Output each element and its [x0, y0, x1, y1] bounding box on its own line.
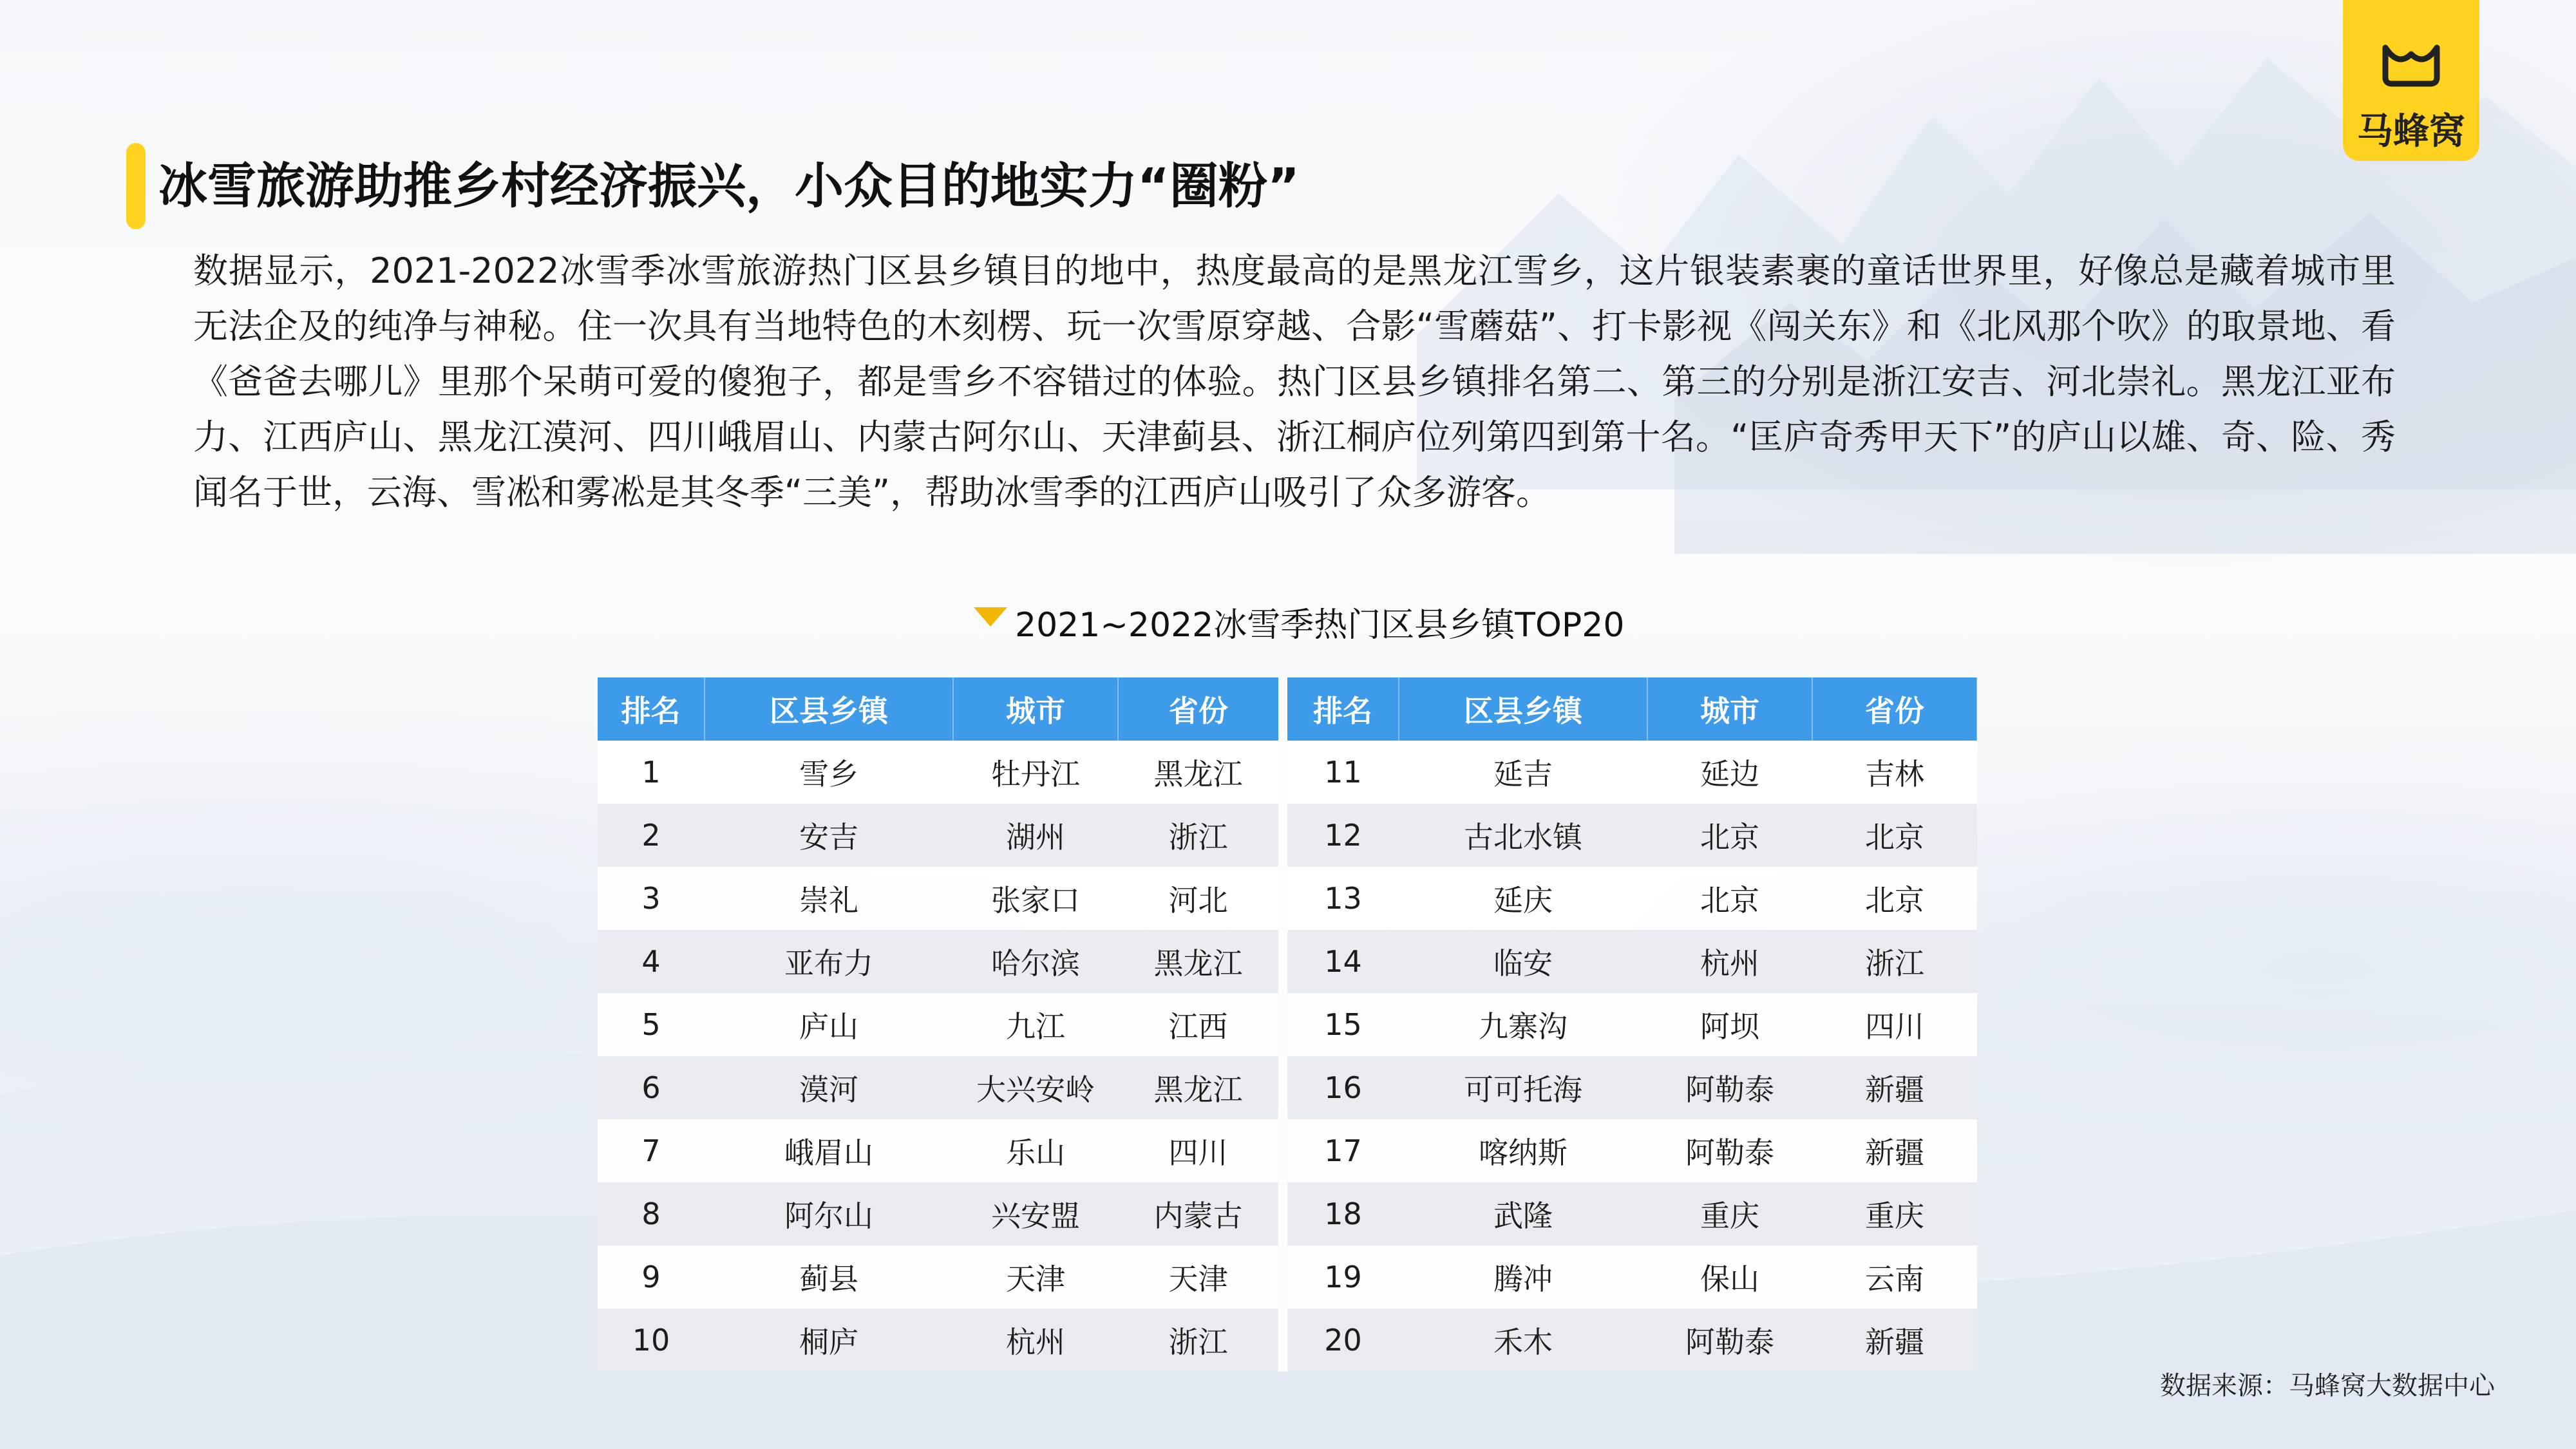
- table-cell: 浙江: [1118, 804, 1283, 867]
- table-cell: 张家口: [953, 867, 1118, 930]
- table-row: [598, 741, 1977, 804]
- table-cell: 延庆: [1399, 867, 1647, 930]
- logo-text: 马蜂窝: [2357, 111, 2465, 153]
- table-cell: 黑龙江: [1118, 741, 1283, 804]
- table-cell: 牡丹江: [953, 741, 1118, 804]
- table-cell: 桐庐: [705, 1309, 953, 1372]
- table-cell: 9: [598, 1245, 705, 1309]
- table-title: [974, 599, 1624, 644]
- table-cell: 临安: [1399, 930, 1647, 993]
- table-cell: 延吉: [1399, 741, 1647, 804]
- table-cell: 禾木: [1399, 1309, 1647, 1372]
- table-cell: 1: [598, 741, 705, 804]
- header-district: 区县乡镇: [705, 677, 953, 741]
- data-source-note: 数据来源：马蜂窝大数据中心: [2160, 1371, 2495, 1401]
- table-cell: 喀纳斯: [1399, 1119, 1647, 1182]
- ranking-table: [598, 677, 1978, 1372]
- table-cell: 九江: [953, 993, 1118, 1056]
- table-cell: 天津: [953, 1245, 1118, 1309]
- table-cell: 14: [1283, 930, 1399, 993]
- table-cell: 江西: [1118, 993, 1283, 1056]
- table-cell: 杭州: [953, 1309, 1118, 1372]
- table-cell: 浙江: [1812, 930, 1977, 993]
- table-cell: 北京: [1647, 867, 1812, 930]
- header-rank: 排名: [1283, 677, 1399, 741]
- table-cell: 北京: [1812, 804, 1977, 867]
- table-cell: 亚布力: [705, 930, 953, 993]
- table-cell: 12: [1283, 804, 1399, 867]
- header-rank: 排名: [598, 677, 705, 741]
- table-cell: 兴安盟: [953, 1182, 1118, 1245]
- table-cell: 20: [1283, 1309, 1399, 1372]
- table-row: [598, 1056, 1977, 1119]
- header-city: 城市: [953, 677, 1118, 741]
- body-paragraph: 数据显示，2021-2022冰雪季冰雪旅游热门区县乡镇目的地中，热度最高的是黑龙江雪乡，这片银装素裹的童话世界里，好像总是藏着城市里无法企及的纯净与神秘。住一次具有当地特色的木刻楞、玩一次雪原穿越、合影“雪蘑菇”、打卡影视《闯关东》和《北风那个吹》的取景地、看《爸爸去哪儿》里那个呆萌可爱的傻狍子，都是雪乡不容错过的体验。热门区县乡镇排名第二、第三的分别是浙江安吉、河北崇礼。黑龙江亚布力、江西庐山、黑龙江漠河、四川峨眉山、内蒙古阿尔山、天津蓟县、浙江桐庐位列第四到第十名。“匡庐奇秀甲天下”的庐山以雄、奇、险、秀闻名于世，云海、雪凇和雾凇是其冬季“三美”，帮助冰雪季的江西庐山吸引了众多游客。: [193, 251, 2396, 513]
- table-title-text: 2021~2022冰雪季热门区县乡镇TOP20: [1015, 605, 1625, 645]
- table-cell: 雪乡: [705, 741, 953, 804]
- table-row: [598, 930, 1977, 993]
- table-row: [598, 804, 1977, 867]
- table-cell: 庐山: [705, 993, 953, 1056]
- table-cell: 15: [1283, 993, 1399, 1056]
- table-cell: 6: [598, 1056, 705, 1119]
- table-cell: 阿勒泰: [1647, 1309, 1812, 1372]
- header-city: 城市: [1647, 677, 1812, 741]
- table-cell: 内蒙古: [1118, 1182, 1283, 1245]
- table-cell: 4: [598, 930, 705, 993]
- triangle-down-icon: [974, 607, 1007, 627]
- table-cell: 北京: [1812, 867, 1977, 930]
- table-cell: 峨眉山: [705, 1119, 953, 1182]
- table-cell: 天津: [1118, 1245, 1283, 1309]
- table-cell: 8: [598, 1182, 705, 1245]
- header-province: 省份: [1812, 677, 1977, 741]
- table-cell: 延边: [1647, 741, 1812, 804]
- table-cell: 吉林: [1812, 741, 1977, 804]
- table-cell: 河北: [1118, 867, 1283, 930]
- table-cell: 漠河: [705, 1056, 953, 1119]
- mafengwo-m-icon: [2379, 35, 2443, 89]
- table-cell: 5: [598, 993, 705, 1056]
- table-row: [598, 1245, 1977, 1309]
- table-row: [598, 1182, 1977, 1245]
- table-cell: 19: [1283, 1245, 1399, 1309]
- table-cell: 阿尔山: [705, 1182, 953, 1245]
- table-cell: 新疆: [1812, 1309, 1977, 1372]
- table-cell: 重庆: [1812, 1182, 1977, 1245]
- table-cell: 浙江: [1118, 1309, 1283, 1372]
- table-cell: 北京: [1647, 804, 1812, 867]
- table-cell: 保山: [1647, 1245, 1812, 1309]
- table-cell: 腾冲: [1399, 1245, 1647, 1309]
- table-cell: 四川: [1118, 1119, 1283, 1182]
- table-cell: 哈尔滨: [953, 930, 1118, 993]
- table-header-row: [598, 677, 1977, 741]
- table-cell: 古北水镇: [1399, 804, 1647, 867]
- table-cell: 九寨沟: [1399, 993, 1647, 1056]
- table-row: [598, 1309, 1977, 1372]
- page-title: 冰雪旅游助推乡村经济振兴，小众目的地实力“圈粉”: [158, 157, 1300, 214]
- table-cell: 云南: [1812, 1245, 1977, 1309]
- table-cell: 阿坝: [1647, 993, 1812, 1056]
- table-cell: 新疆: [1812, 1056, 1977, 1119]
- table-cell: 蓟县: [705, 1245, 953, 1309]
- table-cell: 黑龙江: [1118, 930, 1283, 993]
- table-cell: 武隆: [1399, 1182, 1647, 1245]
- table-cell: 13: [1283, 867, 1399, 930]
- table-row: [598, 993, 1977, 1056]
- header-province: 省份: [1118, 677, 1283, 741]
- table-cell: 重庆: [1647, 1182, 1812, 1245]
- table-cell: 湖州: [953, 804, 1118, 867]
- table-cell: 可可托海: [1399, 1056, 1647, 1119]
- table-row: [598, 867, 1977, 930]
- table-cell: 10: [598, 1309, 705, 1372]
- title-accent-bar: [126, 143, 146, 229]
- table-cell: 大兴安岭: [953, 1056, 1118, 1119]
- table-cell: 16: [1283, 1056, 1399, 1119]
- table-cell: 11: [1283, 741, 1399, 804]
- table-cell: 2: [598, 804, 705, 867]
- table-row: [598, 1119, 1977, 1182]
- table-cell: 7: [598, 1119, 705, 1182]
- table-cell: 阿勒泰: [1647, 1056, 1812, 1119]
- table-cell: 黑龙江: [1118, 1056, 1283, 1119]
- mafengwo-logo: [2343, 0, 2479, 161]
- table-cell: 崇礼: [705, 867, 953, 930]
- table-cell: 杭州: [1647, 930, 1812, 993]
- table-cell: 3: [598, 867, 705, 930]
- table-cell: 新疆: [1812, 1119, 1977, 1182]
- table-cell: 安吉: [705, 804, 953, 867]
- table-cell: 乐山: [953, 1119, 1118, 1182]
- header-district: 区县乡镇: [1399, 677, 1647, 741]
- table-cell: 18: [1283, 1182, 1399, 1245]
- table-cell: 四川: [1812, 993, 1977, 1056]
- table-cell: 17: [1283, 1119, 1399, 1182]
- table-cell: 阿勒泰: [1647, 1119, 1812, 1182]
